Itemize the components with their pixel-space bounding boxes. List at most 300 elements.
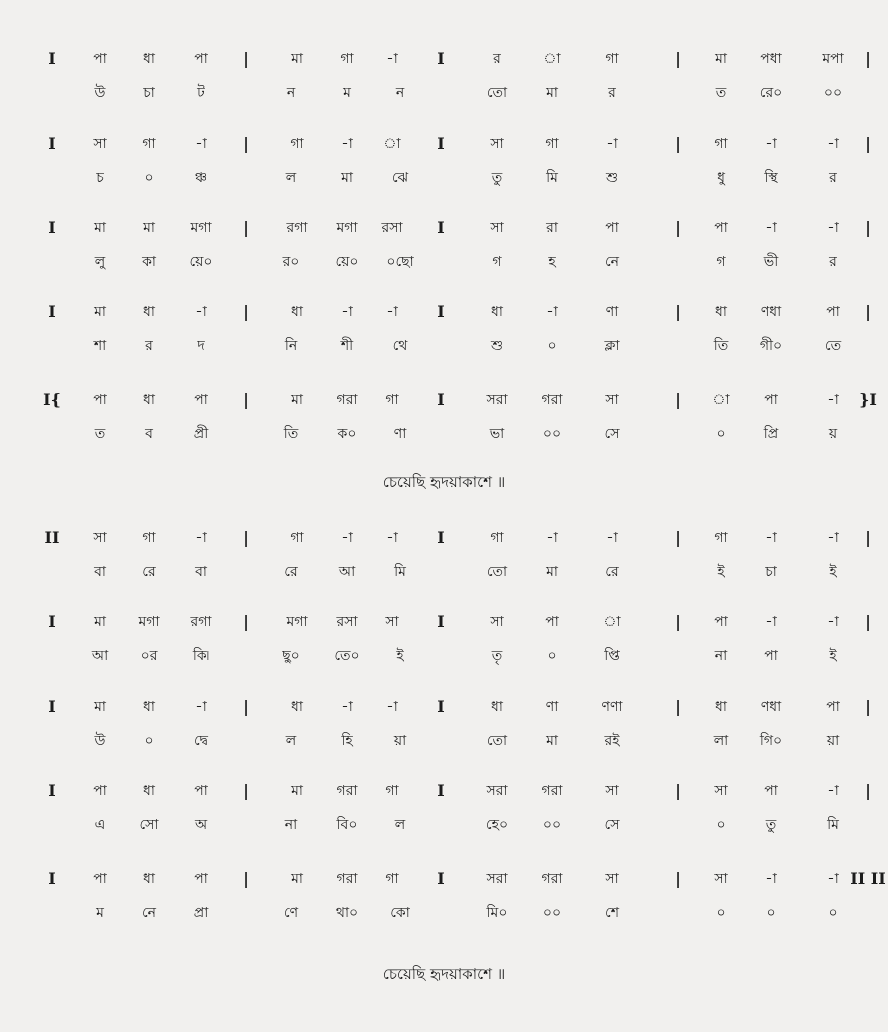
swara-note: গা [340,51,354,67]
swara-line [0,692,888,722]
swara-note: মা [94,614,106,630]
lyric-syllable: হ [548,254,556,270]
bar-line: | [243,869,249,888]
lyric-syllable: য়ে০ [335,254,359,270]
lyric-syllable: য়ে০ [189,254,213,270]
bar-line: I [437,697,445,716]
lyric-syllable: ০০ [542,426,562,442]
swara-note: -া [827,530,839,546]
lyric-syllable: লু [94,254,106,270]
swara-note: মগা [138,614,160,630]
lyric-line [0,163,888,193]
bar-line: I{ [43,390,61,409]
lyric-syllable: গি০ [759,733,783,749]
lyric-syllable: তু [491,170,503,186]
lyric-syllable: ০ [144,170,154,186]
lyric-syllable: তৃ [491,648,503,664]
lyric-syllable: তো [486,85,508,101]
swara-note: ধা [491,699,503,715]
lyric-syllable: ণা [393,426,407,442]
swara-line [0,864,888,894]
swara-note: পা [714,220,728,236]
swara-note: ণধা [760,699,782,715]
bar-line: I [48,781,56,800]
bar-line: | [243,134,249,153]
bar-line: I [437,781,445,800]
lyric-syllable: ০ছো [386,254,414,270]
swara-note: মা [143,220,155,236]
lyric-syllable: রে০ [759,85,783,101]
lyric-syllable: রই [604,733,620,749]
bar-line: | [865,697,871,716]
bar-line: | [675,869,681,888]
lyric-syllable: গ [716,254,726,270]
swara-note: -া [341,530,353,546]
bar-line: | [675,49,681,68]
swara-note: গা [290,136,304,152]
lyric-syllable: নে [604,254,620,270]
swara-note: র [493,51,501,67]
swara-note: সা [605,392,619,408]
swara-note: মপা [822,51,844,67]
swara-note: সা [490,614,504,630]
lyric-syllable: ০ [547,338,557,354]
swara-note: -া [341,304,353,320]
swara-note: পা [826,304,840,320]
bar-line: I [48,134,56,153]
swara-note: ণধা [760,304,782,320]
swara-line [0,129,888,159]
swara-note: মা [94,699,106,715]
swara-note: -া [546,304,558,320]
swara-note: ধা [291,699,303,715]
swara-line [0,776,888,806]
swara-note: -া [827,783,839,799]
bar-line: | [243,697,249,716]
lyric-syllable: শা [93,338,107,354]
lyric-syllable: সো [139,817,159,833]
bar-line: | [675,390,681,409]
swara-line [0,297,888,327]
bar-line: | [865,134,871,153]
swara-note: া [383,136,401,152]
swara-note: মা [94,220,106,236]
swara-note: গা [385,871,399,887]
lyric-syllable: নি [284,338,298,354]
swara-note: পা [545,614,559,630]
bar-line: | [675,134,681,153]
lyric-syllable: ক০ [337,426,357,442]
lyric-syllable: মি০ [486,905,508,921]
lyric-syllable: ০ [716,817,726,833]
swara-note: ধা [143,783,155,799]
swara-note: ধা [143,699,155,715]
lyric-syllable: ই [829,648,837,664]
swara-note: পা [764,392,778,408]
swara-note: পা [826,699,840,715]
lyric-syllable: কা [142,254,156,270]
lyric-syllable: হে০ [485,817,509,833]
bar-line: I [437,612,445,631]
lyric-syllable: ন [395,85,405,101]
lyric-syllable: মা [546,85,558,101]
lyric-syllable: তে০ [334,648,360,664]
swara-note: গরা [541,392,563,408]
bar-line: I [48,869,56,888]
bar-line: I [48,612,56,631]
swara-note: সা [490,220,504,236]
swara-note: সরা [486,783,508,799]
swara-note: -া [386,304,398,320]
lyric-syllable: ল [285,170,297,186]
swara-note: মগা [336,220,358,236]
lyric-syllable: য়া [393,733,407,749]
swara-note: -া [386,51,398,67]
lyric-syllable: প্রি [763,426,779,442]
swara-note: ধা [143,392,155,408]
lyric-syllable: হি [341,733,353,749]
swara-note: গা [545,136,559,152]
swara-note: রসা [381,220,403,236]
lyric-syllable: উ [94,85,106,101]
swara-note: পা [194,392,208,408]
swara-note: মগা [190,220,212,236]
lyric-syllable: দ্বে [194,733,208,749]
swara-note: সা [714,871,728,887]
bar-line: I [437,869,445,888]
swara-note: গা [490,530,504,546]
lyric-syllable: মা [546,733,558,749]
swara-note: পা [93,392,107,408]
swara-note: মা [291,871,303,887]
swara-note: -া [195,699,207,715]
lyric-line [0,331,888,361]
lyric-syllable: র [608,85,616,101]
lyric-syllable: শে [605,905,619,921]
lyric-syllable: থে [392,338,408,354]
lyric-syllable: য়া [826,733,840,749]
swara-note: গা [142,136,156,152]
lyric-syllable: থা০ [335,905,359,921]
bar-line: | [865,49,871,68]
swara-line [0,523,888,553]
swara-note: পা [93,871,107,887]
swara-note: -া [827,136,839,152]
lyric-syllable: ম [343,85,351,101]
lyric-syllable: মি [546,170,558,186]
lyric-syllable: র [145,338,153,354]
swara-note: -া [765,614,777,630]
bar-line: | [675,612,681,631]
lyric-line [0,419,888,449]
swara-note: -া [386,699,398,715]
lyric-syllable: ট [197,85,205,101]
refrain-caption: চেয়েছি হৃদয়াকাশে ॥ [382,965,506,983]
swara-note: রগা [286,220,308,236]
swara-note: ধা [143,871,155,887]
swara-note: সরা [486,392,508,408]
swara-note: া [603,614,621,630]
bar-line: | [243,302,249,321]
swara-note: ণা [545,699,559,715]
swara-note: পা [93,783,107,799]
swara-note: পা [764,783,778,799]
lyric-syllable: এ [94,817,106,833]
swara-note: মা [291,51,303,67]
lyric-syllable: ছু০ [282,648,300,664]
swara-note: গা [714,136,728,152]
swara-note: -া [765,871,777,887]
swara-note: গা [385,783,399,799]
lyric-syllable: ০র [140,648,158,664]
swara-note: পা [194,51,208,67]
swara-note: সা [605,783,619,799]
swara-note: -া [765,220,777,236]
lyric-line [0,898,888,928]
lyric-syllable: ই [396,648,404,664]
swara-note: -া [606,136,618,152]
lyric-syllable: মি [827,817,839,833]
lyric-syllable: ০ [828,905,838,921]
lyric-syllable: সে [604,817,620,833]
swara-note: ধা [715,304,727,320]
bar-line: | [243,612,249,631]
lyric-syllable: ০০ [823,85,843,101]
swara-note: সা [93,530,107,546]
lyric-syllable: ন [286,85,296,101]
lyric-syllable: প্রা [193,905,209,921]
swara-note: -া [606,530,618,546]
swara-note: -া [765,136,777,152]
swara-note: ধা [291,304,303,320]
lyric-syllable: আ [91,648,109,664]
lyric-syllable: মা [341,170,353,186]
swara-note: পা [93,51,107,67]
lyric-syllable: বা [195,564,207,580]
swara-note: গরা [541,783,563,799]
swara-note: -া [341,699,353,715]
swara-note: গরা [336,783,358,799]
swara-note: -া [386,530,398,546]
lyric-line [0,810,888,840]
lyric-syllable: স্থি [764,170,778,186]
swara-note: া [712,392,730,408]
refrain-caption: চেয়েছি হৃদয়াকাশে ॥ [382,473,506,491]
bar-line: | [675,218,681,237]
lyric-syllable: শু [490,338,504,354]
swara-note: ধা [143,51,155,67]
bar-line: I [48,697,56,716]
lyric-syllable: য় [828,426,838,442]
lyric-line [0,557,888,587]
bar-line: | [865,781,871,800]
swara-note: ধা [143,304,155,320]
lyric-syllable: র [829,170,837,186]
bar-line: I [437,528,445,547]
lyric-syllable: চা [143,85,155,101]
lyric-syllable: তো [486,733,508,749]
bar-line: | [675,781,681,800]
lyric-syllable: সে [604,426,620,442]
swara-note: পা [605,220,619,236]
lyric-syllable: কো [390,905,410,921]
swara-note: সা [605,871,619,887]
swara-note: ণণা [601,699,623,715]
lyric-syllable: তু [765,817,777,833]
lyric-syllable: ম [96,905,104,921]
lyric-syllable: নে [141,905,157,921]
swara-note: মা [291,392,303,408]
lyric-syllable: ঞ্চ [194,170,208,186]
bar-line: | [243,49,249,68]
bar-line: | [865,612,871,631]
bar-line: I [48,302,56,321]
lyric-line [0,78,888,108]
lyric-syllable: লা [713,733,729,749]
lyric-syllable: উ [94,733,106,749]
swara-note: মগা [286,614,308,630]
lyric-syllable: কি৷ [192,648,210,664]
swara-note: পা [714,614,728,630]
lyric-syllable: ০ [144,733,154,749]
swara-note: -া [827,614,839,630]
bar-line: I [437,49,445,68]
swara-note: পধা [760,51,782,67]
swara-note: া [543,51,561,67]
bar-line: | [243,781,249,800]
swara-note: গা [290,530,304,546]
lyric-syllable: র [829,254,837,270]
bar-line: }I [859,390,877,409]
lyric-syllable: গ [492,254,502,270]
lyric-syllable: দ [197,338,205,354]
swara-note: -া [195,304,207,320]
bar-line: I [437,302,445,321]
swara-note: পা [194,871,208,887]
lyric-syllable: ল [285,733,297,749]
swara-note: সা [490,136,504,152]
lyric-syllable: ০০ [542,817,562,833]
lyric-syllable: ০ [716,426,726,442]
bar-line: | [865,528,871,547]
lyric-line [0,247,888,277]
swara-note: ধা [491,304,503,320]
swara-note: -া [765,530,777,546]
bar-line: I [437,390,445,409]
lyric-syllable: না [714,648,728,664]
lyric-syllable: ব [145,426,153,442]
lyric-syllable: গী০ [759,338,783,354]
bar-line: | [243,528,249,547]
swara-note: -া [195,136,207,152]
bar-line: | [865,302,871,321]
lyric-syllable: বা [94,564,106,580]
bar-line: | [243,218,249,237]
swara-line [0,44,888,74]
lyric-syllable: আ [338,564,356,580]
lyric-syllable: না [284,817,298,833]
swara-line [0,607,888,637]
lyric-line [0,641,888,671]
lyric-syllable: রে [284,564,298,580]
swara-note: সা [385,614,399,630]
lyric-syllable: বি০ [336,817,358,833]
swara-note: সরা [486,871,508,887]
swara-note: ধা [715,699,727,715]
lyric-syllable: র০ [282,254,300,270]
bar-line: I [437,134,445,153]
lyric-syllable: ই [717,564,725,580]
lyric-syllable: পা [764,648,778,664]
lyric-syllable: প্রী [193,426,209,442]
swara-note: গা [605,51,619,67]
lyric-syllable: ত [715,85,727,101]
lyric-syllable: ০০ [542,905,562,921]
lyric-syllable: তি [283,426,299,442]
swara-note: গরা [336,871,358,887]
bar-line: I [48,49,56,68]
lyric-syllable: ল [394,817,406,833]
lyric-syllable: তো [486,564,508,580]
swara-line [0,385,888,415]
swara-note: গা [142,530,156,546]
swara-note: গা [385,392,399,408]
swara-note: রগা [190,614,212,630]
bar-line: | [243,390,249,409]
lyric-syllable: ক্লা [604,338,620,354]
bar-line: II [44,528,60,547]
lyric-syllable: অ [194,817,208,833]
lyric-syllable: রে [605,564,619,580]
lyric-syllable: চ [96,170,104,186]
bar-line: | [675,302,681,321]
lyric-syllable: ঝে [391,170,409,186]
lyric-syllable: ধু [717,170,725,186]
swara-note: সা [714,783,728,799]
swara-note: সা [93,136,107,152]
swara-note: গরা [336,392,358,408]
swara-note: -া [195,530,207,546]
lyric-syllable: শী [340,338,354,354]
lyric-syllable: তে [824,338,842,354]
lyric-syllable: ভা [489,426,505,442]
swara-note: পা [194,783,208,799]
lyric-syllable: ণে [283,905,299,921]
lyric-syllable: চা [765,564,777,580]
swara-note: -া [341,136,353,152]
bar-line: I [48,218,56,237]
lyric-syllable: ত [94,426,106,442]
swara-note: -া [827,392,839,408]
swara-note: মা [94,304,106,320]
swara-note: গরা [541,871,563,887]
lyric-syllable: মি [394,564,406,580]
swara-note: -া [546,530,558,546]
lyric-syllable: ভী [763,254,779,270]
bar-line: II II [850,869,886,888]
bar-line: | [865,218,871,237]
swara-note: -া [827,871,839,887]
swara-note: মা [715,51,727,67]
swara-note: -া [827,220,839,236]
lyric-syllable: শু [605,170,619,186]
lyric-syllable: তি [713,338,729,354]
swara-note: গা [714,530,728,546]
swara-line [0,213,888,243]
lyric-syllable: প্তি [604,648,620,664]
swara-note: মা [291,783,303,799]
lyric-syllable: ই [829,564,837,580]
